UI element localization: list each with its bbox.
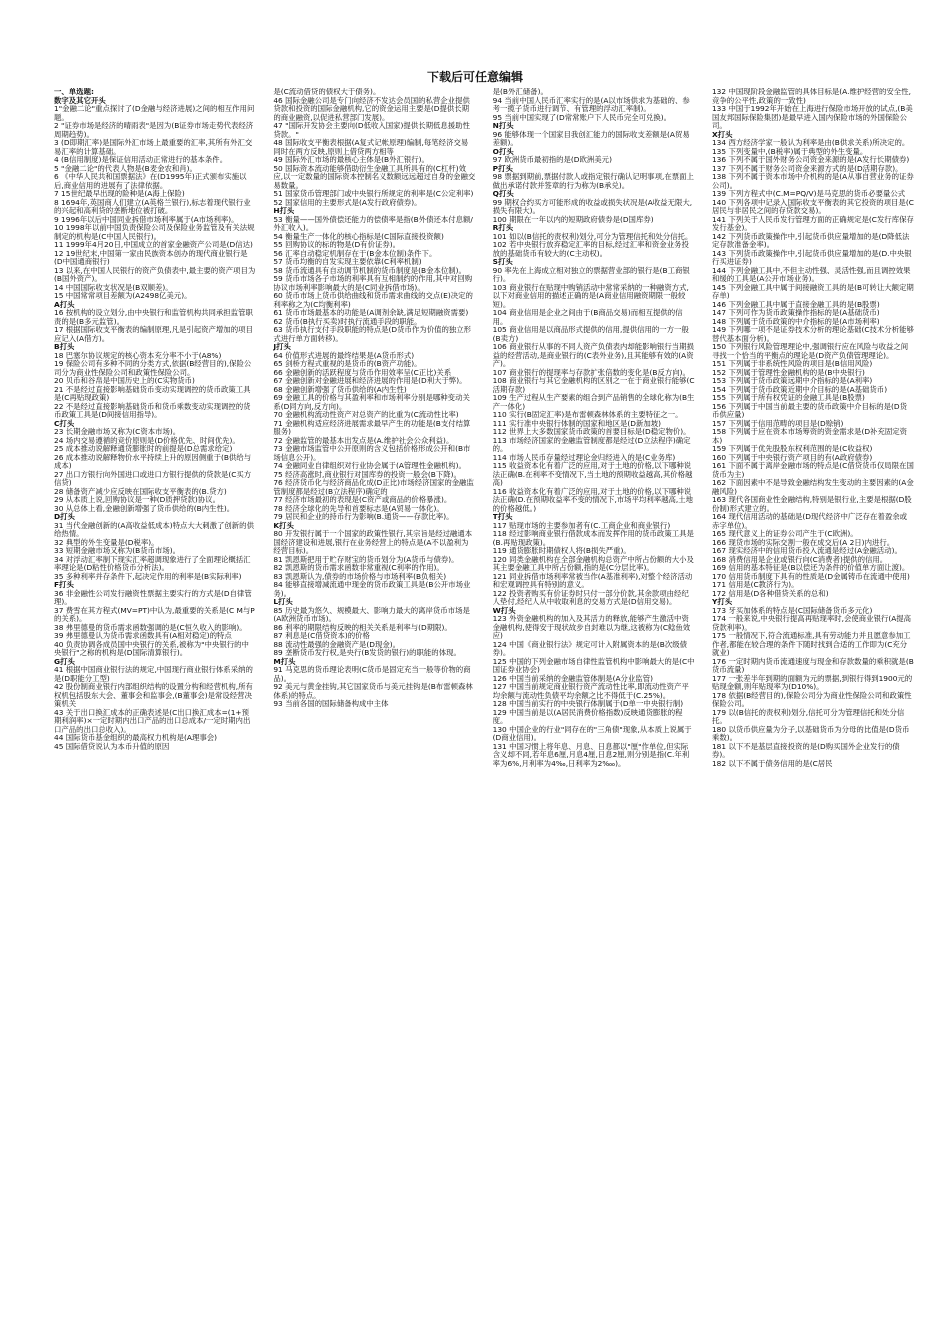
question-item: 12 19世纪末,中国第一家由民族资本创办的现代商业银行是(D中国通商银行) xyxy=(54,248,248,266)
section-heading: X打头 xyxy=(711,129,733,139)
section-heading: H打头 xyxy=(273,206,295,215)
question-item: 87 利息是(C借贷资本)的价格 xyxy=(273,631,370,640)
question-item: 10 1998年以前中国负责保险公司及保险业务监管及有关法规制定的机构是(C中国人民银行)。 xyxy=(54,223,255,241)
question-item: 14 中国国际收支状况是(B双顺差)。 xyxy=(54,282,173,292)
question-item: 181 以下不是基层直接投资的是(D购买国外企业发行的债券)。 xyxy=(711,741,900,759)
question-item: 152 下列属于管理性金融机构的是(B中央银行) xyxy=(711,367,865,377)
question-item: 16 按机构的设立划分,由中央银行和监管机构共同承担监管职责的是(B多元监管)。 xyxy=(54,308,253,326)
question-item: 182 以下不属于债务信用的是(C居民 xyxy=(711,758,833,768)
question-item: 74 金融同业自律组织对行业协会属于(A管理性金融机构)。 xyxy=(273,461,466,470)
question-item: 127 中国当前规定商业银行资产流动性比率,即流动性资产平均余额与流动性负债平均余额之比不得低于(C.25%)。 xyxy=(492,682,689,700)
question-item: 163 现代各国商业性金融结构,特别是银行业,主要是根据(D股份制)形式建立的。 xyxy=(711,495,912,513)
question-item: 20 贝币和谷帛是中国历史上的(C实物货币) xyxy=(54,376,195,385)
question-item: 78 经济全球化的先导和首要标志是(A贸易一体化)。 xyxy=(273,503,444,513)
question-item: 156 下列属于中国当前最主要的货币政策中介目标的是(D货币供应量) xyxy=(711,401,908,419)
question-item: 84 能够直接增减流通中现金的货币政策工具是(B公开市场业务)。 xyxy=(273,580,471,598)
question-item: 109 生产过程从生产要素的组合到产品销售的全球化称为(B生产一体化) xyxy=(492,393,695,411)
section-heading: Y打头 xyxy=(711,597,733,606)
question-item: 143 下列货币政策操作中,引起货币供应量增加的是(D.中央银行买进证券) xyxy=(711,248,912,266)
question-item: 138 下列不属于资本市场中介机构的是(A从事自营业务的证券公司)。 xyxy=(711,172,914,190)
question-item: 66 金融创新的活跃程度与货币作用效率呈(C正比)关系 xyxy=(273,367,452,377)
question-item: 41 根据中国商业银行法的规定,中国现行商业银行体系采纳的是(D职能分工型) xyxy=(54,665,253,683)
question-item: 102 若中央银行放弃稳定汇率的目标,经过汇率和资金业务投放的基础货币有较大的(C主动权)。 xyxy=(492,240,689,258)
question-item: 103 商业银行在贴现中购销活动中常常采纳的一种融资方式,以下对商业信用的描述正确的是(A商业信用融资期限一般较短)。 xyxy=(492,282,689,309)
question-item: 167 现实经济中的信用货币投入流通是经过(A金融活动)。 xyxy=(711,546,902,555)
question-item: 1"金融二论"重点探讨了(D金融与经济进展)之间的相互作用问题。 xyxy=(54,104,255,122)
section-heading: W打头 xyxy=(492,605,516,615)
question-item: 154 下列属于货币政策近期中介目标的是(A基础货币) xyxy=(711,384,888,394)
question-item: 91 马克思的货币理论表明(C货币是固定充当一般等价物的商品)。 xyxy=(273,665,471,683)
section-heading: O打头 xyxy=(492,146,514,156)
column-4 xyxy=(712,88,914,1310)
question-item: 8 1694年,英国商人们建立(A英格兰银行),标志着现代银行业的兴起和高利贷的垄断地位被打破。 xyxy=(54,197,251,215)
question-item: 55 回购协议的标的物是(D有价证券)。 xyxy=(273,240,401,249)
question-item: 139 下列方程式中(C.M=PQ/V)是马克思的货币必要量公式 xyxy=(711,189,906,198)
question-item: 135 下列变量中,(B税率)属于典型的外生变量。 xyxy=(711,146,868,156)
question-item: 77 经济市场最初的表现是(C资产或商品的价格暴涨)。 xyxy=(273,495,452,504)
question-item: 49 国际外汇市场的最核心主体是(B外汇银行)。 xyxy=(273,155,429,164)
question-item: 25 成本推动说解释通货膨胀时的前提是(D总需求给定) xyxy=(54,444,233,453)
section-heading: J打头 xyxy=(273,342,291,351)
question-item: 145 下列金融工具中属于间接融资工具的是(B可转让大额定期存单) xyxy=(711,282,914,300)
question-item: 111 实行准中央银行体制的国家和地区是(D新加坡) xyxy=(492,418,661,428)
question-item: 158 下列属于应在资本市场筹资的资金需求是(D补充固定资本) xyxy=(711,427,908,445)
question-item: 175 一般情况下,符合流通标准,具有劳动能力并且愿意参加工作者,都能在较合理的条件下随时找到合适的工作即为(C充分就业) xyxy=(711,631,911,657)
question-item: 113 市场经济国家的金融监管制度都是经过(D立法程序)确定的。 xyxy=(492,435,691,453)
question-item: 40 负责协调各成员国中央银行的关系,被称为"中央银行的中央银行"之称的机构是(D国际清算银行)。 xyxy=(54,639,249,657)
question-item: 171 信用是(C教济行为)。 xyxy=(711,580,799,589)
question-item: 29 从本质上说,回购协议是一种(D质押贷款)协议。 xyxy=(54,495,220,504)
question-item: 126 中国当前采纳的金融监管体制是(A分业监管) xyxy=(492,673,653,683)
question-item: 46 国际金融公司是专门向经济不发达会员国的私营企业提供贷款和投资的国际金融机构,它的资金运用主要是(D提供长期的商业融资,以促进私营部门发展)。 xyxy=(273,95,470,122)
section-heading: B打头 xyxy=(54,342,75,351)
question-item: 65 剑桥方程式重视的是货币的(B资产功能)。 xyxy=(273,359,422,368)
question-item: 160 下列属于中央银行资产项目的有(A政府债券) xyxy=(711,452,873,462)
question-item: 89 垄断货币发行权,是央行(B发货的银行)的职能的体现。 xyxy=(273,648,461,657)
question-item: 19 保险公司有多种不同的分类方式,依据(B经营目的),保险公司分为商业性保险公司和政策性保险公司。 xyxy=(54,359,252,377)
section-heading: N打头 xyxy=(492,121,514,130)
question-item: 115 收益资本化有着广泛的应用,对于土地的价格,以下哪种说法正确(B.在利率不变情况下,当土地的预期收益越高,其价格越高) xyxy=(492,461,693,487)
question-item: 11 1999年4月20日,中国成立的首家金融资产公司是(D信达) xyxy=(54,240,253,249)
question-item: 134 西方经济学家一般认为利率是由(B供求关系)所决定的。 xyxy=(711,138,910,147)
question-item: 62 货币(B执行买卖)时执行流通手段的职能。 xyxy=(273,316,422,326)
column-3 xyxy=(493,88,695,1310)
question-item: 38 弗里德曼的货币需求函数强调的是(C恒久收入的影响)。 xyxy=(54,622,247,632)
question-item: 61 货币市场最基本的功能是(A调剂余缺,满足短期融资需要) xyxy=(273,308,469,317)
section-heading: T打头 xyxy=(492,512,513,521)
question-item: 146 下列金融工具中属于直接金融工具的是(B股票) xyxy=(711,299,880,309)
question-item: 141 下列关于人民币发行管理方面的正确规定是(C发行库保存发行基金)。 xyxy=(711,214,914,232)
section-heading: Q打头 xyxy=(492,189,514,198)
question-item: 159 下列属于优先股股东权利范围的是(C收益权) xyxy=(711,444,873,453)
question-item: 26 成本推动说解释物价水平持续上升的原因侧重于(B供给与成本) xyxy=(54,452,252,470)
question-item: 86 利率的期限结构反映的相关关系是利率与(D期限)。 xyxy=(273,622,452,632)
question-item: 150 下列银行风险管理理论中,强调银行应在风险与收益之间寻找一个恰当的平衡点的理论是(D资产负债管理理论)。 xyxy=(711,342,909,360)
question-item: 5 "金融二论"的代表人物是(B麦金农和肖)。 xyxy=(54,163,197,173)
question-item: 是(C流动借贷的债权大于债务)。 xyxy=(273,88,381,96)
section-heading: L打头 xyxy=(273,597,293,606)
question-item: 137 下列不属于财务公司资金来源方式的是(D活期存款)。 xyxy=(711,163,903,173)
question-item: 98 票据到期前,票据付款人或指定银行确认记明事项,在票面上做出承诺付款并签章的行为称为(B承兑)。 xyxy=(492,172,694,190)
document-title: 下载后可任意编辑 xyxy=(426,70,523,84)
question-item: 119 通货膨胀时期债权人将(B损失严重)。 xyxy=(492,546,631,555)
question-item: 88 流动性最强的金融资产是(D现金)。 xyxy=(273,639,401,649)
question-item: 83 凯恩斯认为,债券的市场价格与市场利率(B负相关) xyxy=(273,571,447,581)
question-item: 6 《中华人民共和国票据法》在(D1995年)正式颁布实施以后,商业信用的进展有了法律依据。 xyxy=(54,172,247,190)
question-item: 80 开发银行属于一个国家的政策性银行,其宗旨是经过融通本国经济建设和进展,银行在业务经营上的特点是(A不以盈利为经营目标)。 xyxy=(273,529,473,555)
question-item: 99 期权合约买方可能形成的收益或损失状况是(A收益无限大,损失有限大)。 xyxy=(492,197,693,215)
question-item: 96 能够体现一个国家目我创汇能力的国际收支差额是(A贸易差额)。 xyxy=(492,129,690,147)
section-heading: M打头 xyxy=(273,656,296,666)
question-columns xyxy=(54,88,914,1310)
section-heading: C打头 xyxy=(54,418,75,428)
question-item: 100 期限在一年以内的短期政府债券是(D国库券) xyxy=(492,214,654,224)
question-item: 148 下列属于货币政策的中介指标的是(A市场利率) xyxy=(711,316,880,326)
question-item: 48 国际收支平衡表根据(A复式记帐原理)编制,每笔经济交易同时在两方反映,原则上借贷两方相等 xyxy=(273,138,469,156)
question-item: 164 现代信用活动的基础是(D现代经济中广泛存在着盈余或赤字单位)。 xyxy=(711,512,908,530)
question-item: 95 当前中国实现了(D常常账户下人民币完全可兑换)。 xyxy=(492,112,672,122)
question-item: 162 下面因素中不是导致金融结构发生变动的主要因素的(A金融风险) xyxy=(711,478,914,496)
section-heading: 一、单选题: xyxy=(54,88,94,96)
question-item: 4 (B信用制度)是保证信用活动正常进行的基本条件。 xyxy=(54,155,228,164)
question-item: 43 关于出口换汇成本的正确表述是(C出口换汇成本=(1+预期利润率)×一定时期内出口产品的出口总成本/一定时期内出口产品的出口总收入)。 xyxy=(54,707,251,734)
question-item: 73 金融市场监管中公开原则的含义包括价格形成公开和(B市场信息公开)。 xyxy=(273,444,471,462)
question-item: 是(B外汇储备)。 xyxy=(492,88,548,96)
section-heading: P打头 xyxy=(492,163,513,173)
question-item: 32 典型的外生变量是(D税率)。 xyxy=(54,537,159,547)
section-heading: D打头 xyxy=(54,512,75,521)
question-item: 172 信用是(D各种借贷关系的总和) xyxy=(711,588,829,598)
section-heading: K打头 xyxy=(273,520,294,530)
question-item: 114 市场人民币存量经过理论金归经进入的是(C业务库) xyxy=(492,452,676,462)
question-item: 54 衡量生产一体化的核心指标是(C国际直接投资额) xyxy=(273,231,444,241)
question-item: 33 短期金融市场又称为(B货币市场)。 xyxy=(54,546,181,555)
question-item: 151 下列属于非系统性风险的项目是(B信用风险) xyxy=(711,359,873,368)
question-item: 57 货币均衡的自发实现主要依靠(C利率机制) xyxy=(273,257,422,266)
question-item: 149 下列哪一项不是证券技术分析的理论基础(C技术分析能够替代基本面分析)。 xyxy=(711,325,914,343)
question-item: 125 中国的下列金融市场自律性监管机构中影响最大的是(C中国证券业协会) xyxy=(492,656,695,674)
question-item: 58 货币流通具有自动调节机制的货币制度是(B金本位制)。 xyxy=(273,265,466,275)
question-item: 92 美元与黄金挂钩,其它国家货币与美元挂钩是(B布雷顿森林体系)的特点。 xyxy=(273,682,473,700)
question-item: 155 下列属于所有权凭证的金融工具是(B股票) xyxy=(711,393,865,402)
column-1 xyxy=(54,88,256,1310)
question-item: 51 国家货币管理部门或中央银行所规定的利率是(C公定利率) xyxy=(273,189,474,198)
question-item: 56 汇率自动稳定机制存在于(B金本位制)条件下。 xyxy=(273,248,437,258)
question-item: 121 同业拆借市场利率常被当作(A基准利率),对整个经济活动和宏观调控具有特别的意义。 xyxy=(492,571,693,589)
question-item: 45 国际借贷说认为本币升值的原因 xyxy=(54,741,170,751)
question-item: 106 商业银行从事的不同人资产负债表内却能影响银行当期损益的经营活动,是商业银行的(C表外业务),且其能够有效的(A资产)。 xyxy=(492,342,694,368)
section-heading: G打头 xyxy=(54,656,75,666)
question-item: 128 中国当前实行的中央银行体制属于(D单一中央银行制) xyxy=(492,699,684,708)
question-item: 108 商业银行与其它金融机构的区别之一在于商业银行能够(C活期存款) xyxy=(492,376,695,394)
question-item: 177 一张差半年到期的面额为元的票据,到银行得到1900元的贴现金额,则年贴现率为(D10%)。 xyxy=(711,673,913,691)
question-item: 30 从总体上看,金融创新增强了货币供给的(B内生性)。 xyxy=(54,503,235,513)
question-item: 130 中国企业的行业"同存在的"三角债"现象,从本质上说属于(D商业信用)。 xyxy=(492,724,692,742)
question-item: 24 场内交易遵循的竞价原则是(D价格优先、时间优先)。 xyxy=(54,435,240,445)
question-item: 105 商业信用是以商品形式提供的信用,提供信用的一方一般(B卖方) xyxy=(492,325,689,343)
question-item: 140 下列各项中记录入国际收支平衡表的其它投资的项目是(C居民与非居民之间的存贷款交易)。 xyxy=(711,197,914,215)
question-item: 132 中国现阶段金融监管的具体目标是(A.维护经营的安全性,竞争的公平性,政策的一致性) xyxy=(711,88,911,105)
question-item: 34 对浮动汇率制下现实汇率超调现象进行了全面理论概括汇率理论是(D粘性价格货币分析法)。 xyxy=(54,554,251,572)
question-item: 123 外资金融机构的加入及其活力的释放,能够产生激活中资金融机构,使得安于现状故步自封难以为继,这被称为(C鲶鱼效应) xyxy=(492,614,691,640)
question-item: 116 收益资本化有着广泛的应用,对于土地的价格,以下哪种说法正确(D.在预期收益率不变的情况下,市场平均利率越高,土地的价格越低。) xyxy=(492,486,694,513)
question-item: 112 世界上大多数国家货币政策的首要目标是(D稳定物价)。 xyxy=(492,427,691,436)
question-item: 27 出口方银行向外国进口或进口方银行提供的贷款是(C买方信贷) xyxy=(54,469,252,487)
question-item: 90 率先在上海成立相对独立的票据营业部的银行是(B工商银行)。 xyxy=(492,265,690,283)
question-item: 161 下面不属于离岸金融市场的特点是(C借贷货币仅局限在国货币为主) xyxy=(711,461,914,479)
question-item: 52 国家信用的主要形式是(A发行政府债券)。 xyxy=(273,197,422,207)
question-item: 97 欧洲货币最初指的是(D欧洲美元) xyxy=(492,155,612,164)
question-item: 15 中国常常项目差额为(A2498亿美元)。 xyxy=(54,291,192,300)
question-item: 169 信用的基本特征是(B以偿还为条件的价值单方面让渡)。 xyxy=(711,563,910,572)
question-item: 93 当前各国的国际储备构成中主体 xyxy=(273,699,389,708)
question-item: 142 下列货币政策操作中,引起货币供应量增加的是(D降低法定存款准备金率)。 xyxy=(711,231,910,249)
section-heading: 数字及其它开头 xyxy=(54,95,106,105)
question-item: 120 同类金融机构在全部金融机构总资产中所占份额的大小及其主要金融工具中所占份额,指的是(C分层比率)。 xyxy=(492,554,694,572)
question-item: 3 (D即期汇率)是国际外汇市场上最重要的汇率,其所有外汇交易汇率的计算基础。 xyxy=(54,138,253,156)
question-item: 7 15世纪最早出现的险种是(A海上保险) xyxy=(54,189,185,198)
question-item: 71 金融机构适应经济进展需求最早产生的功能是(B支付结算服务) xyxy=(273,418,471,436)
question-item: 94 当前中国人民币汇率实行的是(A以市场供求为基础的、参考一揽子货币进行调节、有管理的浮动汇率制)。 xyxy=(492,95,690,113)
question-item: 31 当代金融创新的(A高收益低成本)特点大大刺激了创新的供给热情。 xyxy=(54,520,254,538)
question-item: 59 货币市场各子市场的利率具有互相制约的作用,其中对回购协议市场利率影响最大的是(C同业拆借市场)。 xyxy=(273,274,473,292)
question-item: 85 历史最为悠久、规模最大、影响力最大的离岸货币市场是(A欧洲货币市场)。 xyxy=(273,605,470,623)
question-item: 23 长期金融市场又称为(C资本市场)。 xyxy=(54,427,181,436)
question-item: 21 不是经过直接影响基础货币变动实现调控的货币政策工具是(C再贴现政策) xyxy=(54,384,251,402)
question-item: 28 储备资产减少应反映在国际收支平衡表的(B.贷方) xyxy=(54,486,227,496)
question-item: 44 国际货币基金组织的最高权力机构是(A理事会) xyxy=(54,733,217,742)
question-item: 168 消费信用是企业或银行向(C消费者)提供的信用。 xyxy=(711,554,888,564)
question-item: 9 1996年以后中国同业拆借市场利率属于(A市场利率)。 xyxy=(54,214,239,224)
question-item: 36 非金融性公司发行融资性票据主要实行的方式是(D自律管理)。 xyxy=(54,588,252,606)
question-item: 133 中国于1992年开始在上海进行保险市场开放的试点,(B美国友邦国际保险集团)是最早进入国内保险市场的外国保险公司。 xyxy=(711,104,913,130)
question-item: 63 货币执行支付手段职能的特点是(D货币作为价值的独立形式进行单方面转移)。 xyxy=(273,325,472,343)
question-item: 82 凯恩斯的货币需求函数非常重视(C利率的作用)。 xyxy=(273,563,444,572)
question-item: 18 巴塞尔协议规定的核心资本充分率不小于(A8%) xyxy=(54,350,222,360)
question-item: 81 凯恩斯把用于贮存财宝的货币划分为(A货币与债券)。 xyxy=(273,554,459,564)
question-item: 131 中国习惯上将年息、月息、日息都以"厘"作单位,但实际含义却不同,若年息6厘,月息4厘,日息2厘,则分别是指(C.年利率为6%,月利率为4‰,日利率为2‱)。 xyxy=(492,741,690,768)
question-item: 180 以货币供应量为分子,以基础货币为分母的比值是(D货币乘数)。 xyxy=(711,724,910,742)
question-item: 60 货币市场上货币供给曲线和货币需求曲线的交点(E)决定的利率称之为(C均衡利率) xyxy=(273,291,473,309)
question-item: 107 商业银行的提现率与存款扩张倍数的变化是(B反方向)。 xyxy=(492,367,690,377)
question-item: 122 投资者购买有价证券时只付一部分价款,其余款项由经纪人垫付,经纪人从中收取利息的交易方式是(D信用交易)。 xyxy=(492,588,689,606)
question-item: 166 现货市场的实际交割一般在成交后(A 2日)内进行。 xyxy=(711,537,895,547)
section-heading: F打头 xyxy=(54,580,74,589)
question-item: 53 衡量——国外债偿还能力的偿债率是指(B外债还本付息额/外汇收入)。 xyxy=(273,214,473,232)
question-item: 37 费雪在其方程式(MV=PT)中认为,最重要的关系是(C M与P的关系)。 xyxy=(54,605,255,623)
question-item: 117 贴现市场的主要参加者有(C.工商企业和商业银行) xyxy=(492,520,671,530)
question-item: 13 以来,在中国人民银行的资产负债表中,最主要的资产项目为(B国外资产)。 xyxy=(54,265,256,283)
question-item: 64 价值形式进展的最终结果是(A货币形式) xyxy=(273,350,415,360)
question-item: 50 国际资本流动能够借助衍生金融工具所具有的(C杠杆)效应,以一定数量的国际资本控制名义数额远远超过自身的金融交易数量。 xyxy=(273,163,476,190)
section-heading: S打头 xyxy=(492,257,513,266)
question-item: 104 商业信用是企业之间由于(B商品交易)而相互提供的信用。 xyxy=(492,308,683,326)
question-item: 69 金融工具的价格与其盈利率和市场利率分别是哪种变动关系(D同方向,反方向)。 xyxy=(273,393,470,411)
question-item: 68 金融创新增强了货币供给的(A内生性) xyxy=(273,384,407,394)
question-item: 144 下列金融工具中,不但主动性强、灵活性强,而且调控效果和缓的工具是(A公开市场业务)。 xyxy=(711,265,911,283)
question-item: 136 下列不属于国外财务公司资金来源的是(A发行长期债券) xyxy=(711,155,910,164)
question-item: 22 不是经过直接影响基础货币和货币乘数变动实现调控的货币政策工具是(D间接信用指导)。 xyxy=(54,401,251,419)
question-item: 179 以(B信托的责权利)划分,信托可分为管理信托和处分信托。 xyxy=(711,707,905,725)
question-item: 147 下列可作为货币政策操作指标的是(A基础货币) xyxy=(711,308,880,317)
question-item: 165 现代意义上的证券公司产生于(C欧洲)。 xyxy=(711,529,858,538)
question-item: 173 牙买加体系的特点是(C国际储备货币多元化) xyxy=(711,605,873,615)
question-item: 110 实行(B固定汇率)是布雷顿森林体系的主要特征之一。 xyxy=(492,410,683,419)
question-item: 39 弗里德曼认为货币需求函数具有(A相对稳定)的特点 xyxy=(54,631,232,640)
question-item: 101 如以(B信托的责权利)划分,可分为管理信托和处分信托。 xyxy=(492,231,693,241)
question-item: 70 金融机构流动性资产对总资产的比重为(C流动性比率) xyxy=(273,410,459,419)
question-item: 157 下列属于信用范畴的项目是(D赊销) xyxy=(711,418,844,428)
question-item: 42 股份制商业银行内部组织结构的设置分构和经营机构,所有权机包括股东大会、董事会和监事会,(B董事会)是常设经营决策机关 xyxy=(54,682,253,708)
question-item: 129 中国当前是以(A居民消费价格指数)反映通货膨胀的程度。 xyxy=(492,707,683,725)
question-item: 76 经济货币化与经济商品化成(D正比)市场经济国家的金融监管制度都是经过(B立法程序)确定的 xyxy=(273,478,474,496)
section-heading: A打头 xyxy=(54,299,75,309)
question-item: 176 一定时期内货币流通速度与现金和存款数量的乘积就是(B货币流量) xyxy=(711,656,914,674)
question-item: 67 金融创新对金融进展和经济进展的作用是(D利大于弊)。 xyxy=(273,376,467,385)
question-item: 124 中国《商业银行法》规定可计入附属资本的是(B次级债券)。 xyxy=(492,639,688,657)
question-item: 174 一般来说,中央银行提高再贴现率时,会使商业银行(A提高贷款利率)。 xyxy=(711,614,912,632)
question-item: 79 居民和企业的持币行为影响(B.通货——存款比率)。 xyxy=(273,512,454,521)
question-item: 178 依据(B经营目的),保险公司分为商业性保险公司和政策性保险公司。 xyxy=(711,690,912,708)
question-item: 153 下列属于货币政策远期中介指标的是(A利率) xyxy=(711,376,873,385)
question-item: 75 经济高涨时,商业银行对国库券的投资一般会(B下降)。 xyxy=(273,469,461,479)
section-heading: R打头 xyxy=(492,223,514,232)
question-item: 17 根据国际收支平衡表的编制原理,凡是引起资产增加的项目应记入(A借方)。 xyxy=(54,325,253,343)
column-2 xyxy=(273,88,475,1310)
question-item: 35 多种利率并存条件下,起决定作用的利率是(B实际利率) xyxy=(54,571,242,581)
question-item: 2 "证券市场是经济的晴雨表"是因为(B证券市场走势代表经济周期趋势)。 xyxy=(54,121,254,139)
question-item: 170 信用货币制度下具有的性质是(D金属铸币在流通中使用) xyxy=(711,571,910,581)
question-item: 47 "国际开发协会主要向(D低收入国家)提供长期低息援助性贷款。" xyxy=(273,121,470,139)
question-item: 72 金融监管的最基本出发点是(A.维护社会公众利益)。 xyxy=(273,435,454,445)
question-item: 118 经过影响商业银行借款成本而发挥作用的货币政策工具是(B.再贴现政策)。 xyxy=(492,529,694,547)
